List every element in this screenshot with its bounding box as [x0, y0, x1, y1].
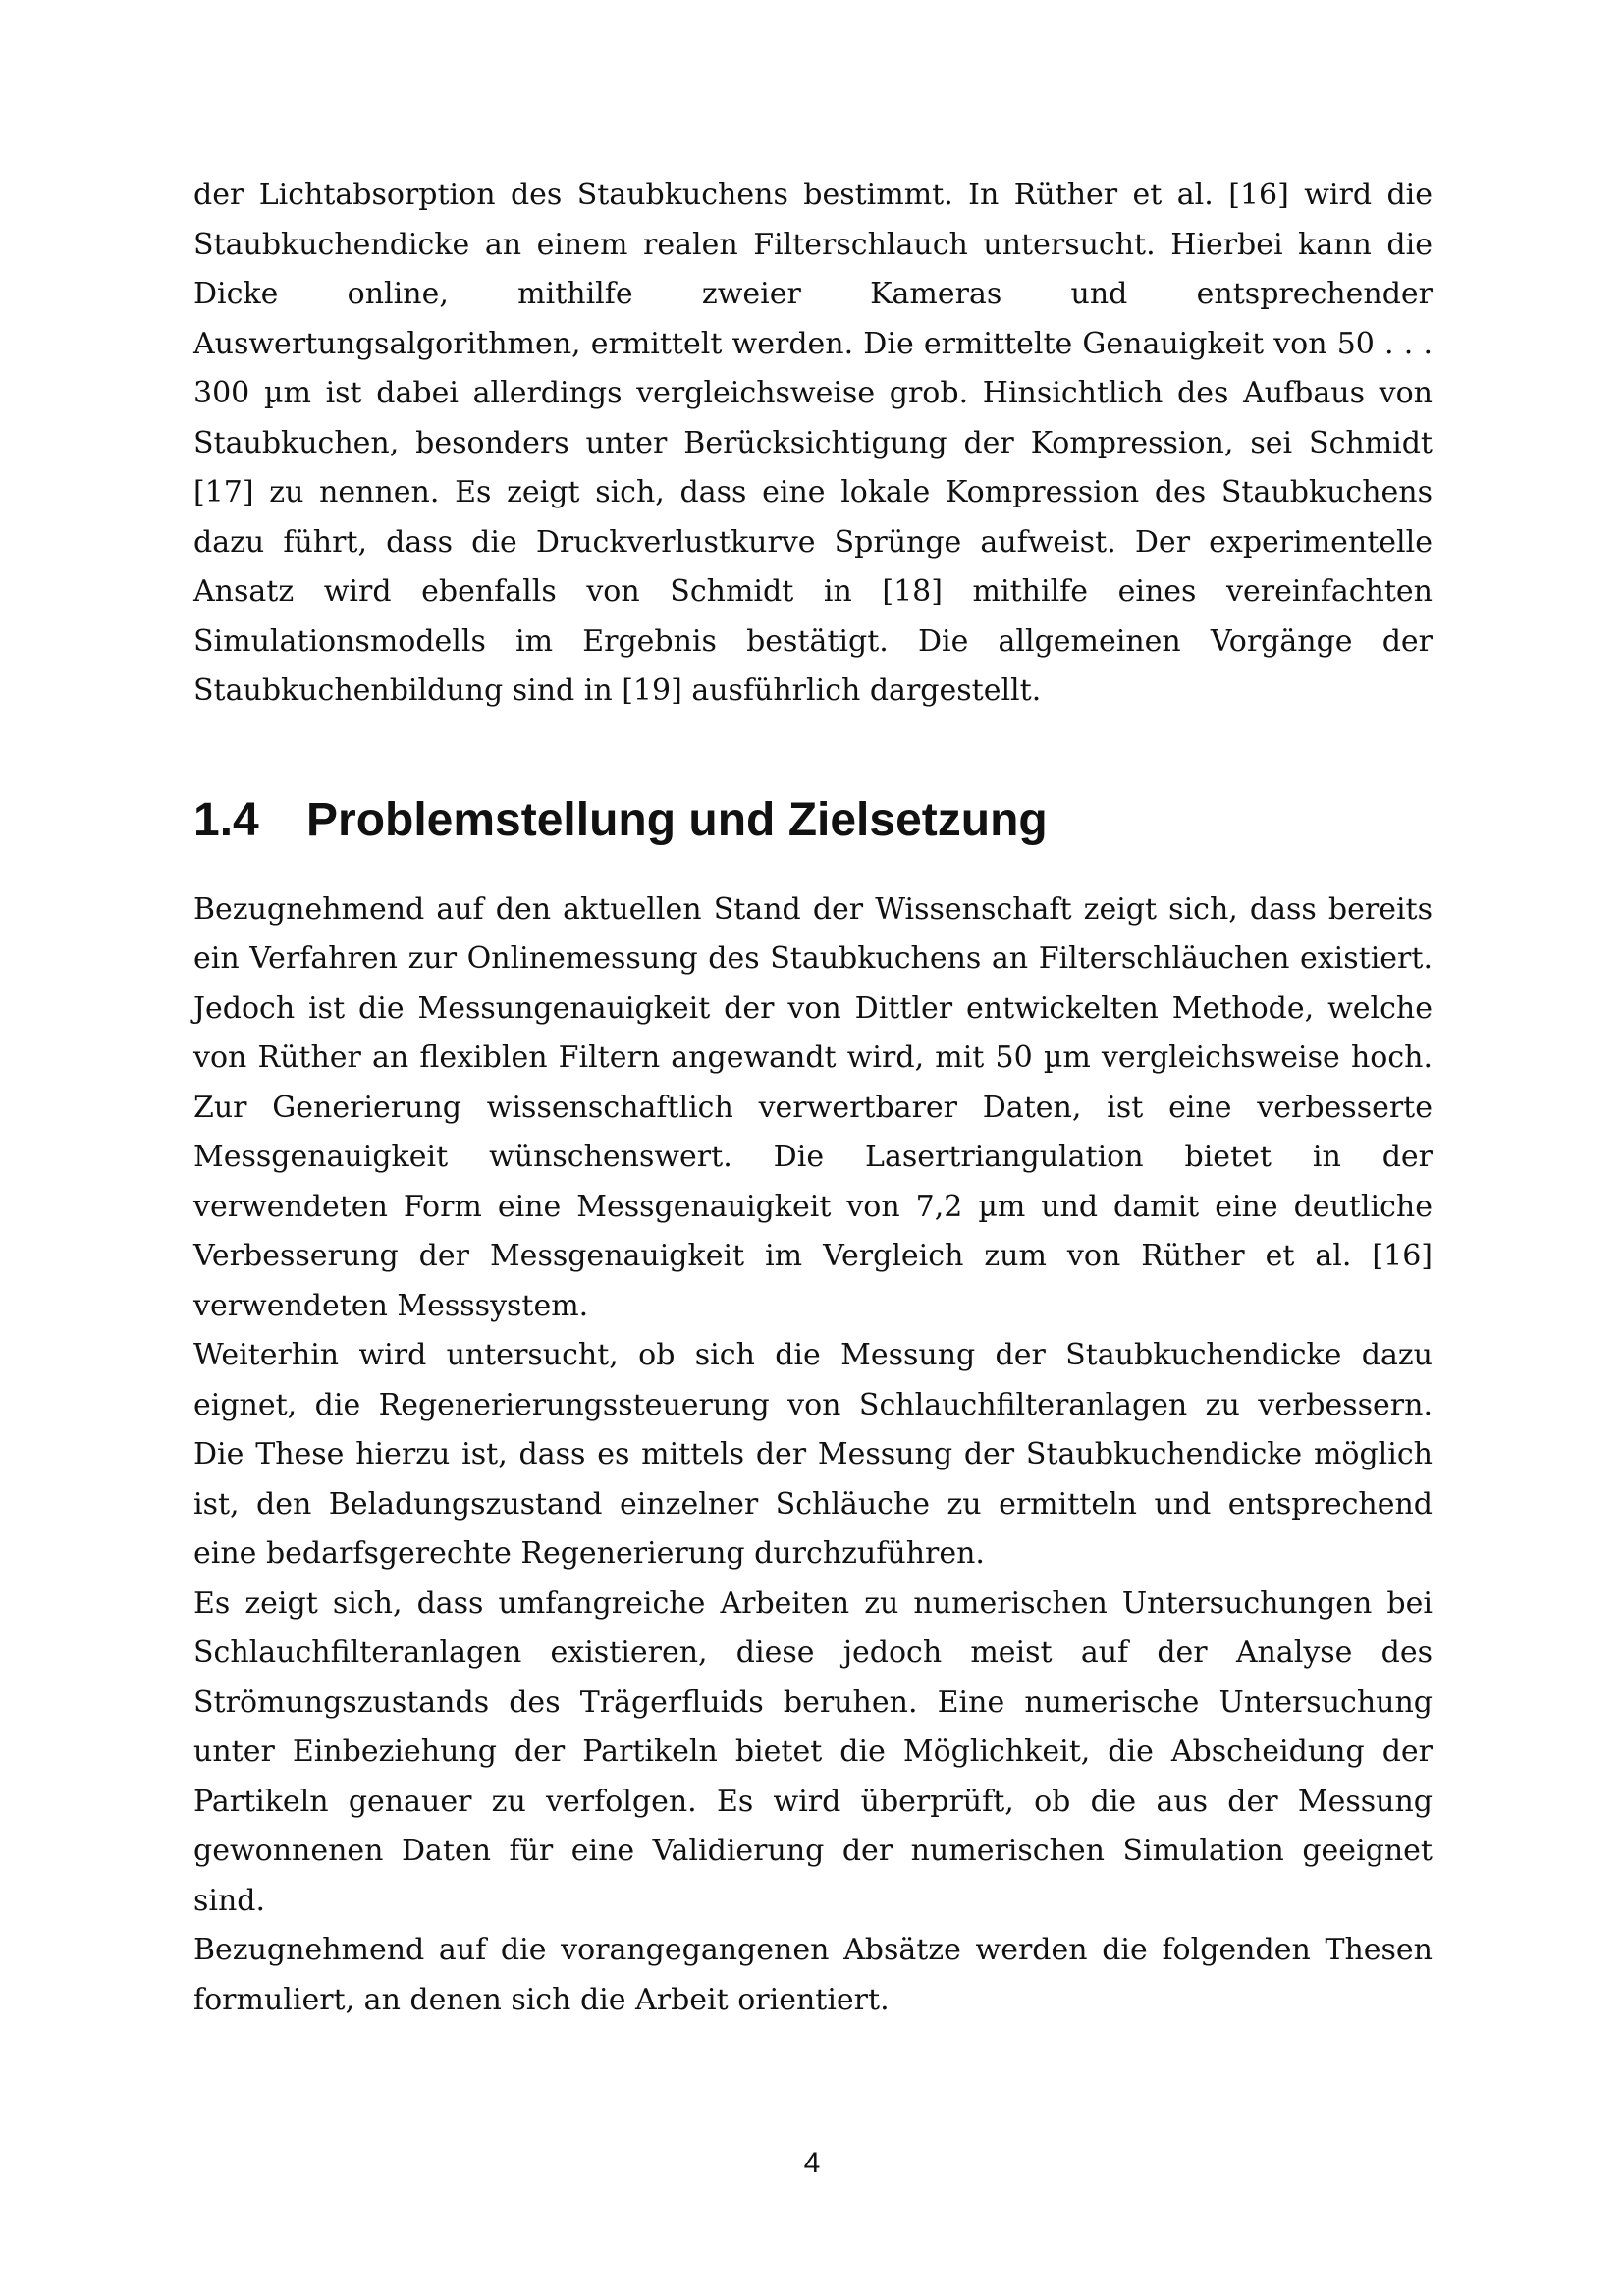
section-title: Problemstellung und Zielsetzung [306, 793, 1048, 846]
paragraph-numerical-investigation: Es zeigt sich, dass umfangreiche Arbeiten zu numerischen Untersuchungen bei Schlauchfilteranlagen existieren, diese jedoch meist auf der Analyse des Strömungszustands des Trägerfluids beruhen. Eine numerische Untersuchung unter Einbeziehung der Partikeln bietet die Möglichkeit, die Abscheidung der Partikeln genauer zu verfolgen. Es wird überprüft, ob die aus der Messung gewonnenen Daten für eine Validierung der numerischen Simulation geeignet sind. [193, 1585, 1433, 1918]
paragraph-regeneration-control: Weiterhin wird untersucht, ob sich die Messung der Staubkuchendicke dazu eignet, die Regenerierungssteuerung von Schlauchfilteranlagen zu verbessern. Die These hierzu ist, dass es mittels der Messung der Staubkuchendicke möglich ist, den Beladungszustand einzelner Schläuche zu ermitteln und entsprechend eine bedarfsgerechte Regenerierung durchzuführen. [193, 1338, 1433, 1571]
paragraph-theses-intro: Bezugnehmend auf die vorangegangenen Absätze werden die folgenden Thesen formuliert, an denen sich die Arbeit orientiert. [193, 1933, 1433, 2017]
section-number: 1.4 [193, 793, 259, 846]
page-number: 4 [803, 2147, 821, 2179]
paragraph-literature-review-end: der Lichtabsorption des Staubkuchens bestimmt. In Rüther et al. [16] wird die Staubkuchendicke an einem realen Filterschlauch untersucht. Hierbei kann die Dicke online, mithilfe zweier Kameras und entsprechender Auswertungsalgorithmen, ermittelt werden. Die ermittelte Genauigkeit von 50 . . . 300 µm ist dabei allerdings vergleichsweise grob. Hinsichtlich des Aufbaus von Staubkuchen, besonders unter Berücksichtigung der Kompression, sei Schmidt [17] zu nennen. Es zeigt sich, dass eine lokale Kompression des Staubkuchens dazu führt, dass die Druckverlustkurve Sprünge aufweist. Der experimentelle Ansatz wird ebenfalls von Schmidt in [18] mithilfe eines vereinfachten Simulationsmodells im Ergebnis bestätigt. Die allgemeinen Vorgänge der Staubkuchenbildung sind in [19] ausführlich dargestellt. [193, 178, 1433, 708]
paragraph-state-of-research: Bezugnehmend auf den aktuellen Stand der Wissenschaft zeigt sich, dass bereits ein Verfahren zur Onlinemessung des Staubkuchens an Filterschläuchen existiert. Jedoch ist die Messungenauigkeit der von Dittler entwickelten Methode, welche von Rüther an flexiblen Filtern angewandt wird, mit 50 µm vergleichsweise hoch. Zur Generierung wissenschaftlich verwertbarer Daten, ist eine verbesserte Messgenauigkeit wünschenswert. Die Lasertriangulation bietet in der verwendeten Form eine Messgenauigkeit von 7,2 µm und damit eine deutliche Verbesserung der Messgenauigkeit im Vergleich zum von Rüther et al. [16] verwendeten Messsystem. [193, 891, 1433, 1323]
page-content [193, 171, 1433, 2025]
section-heading [193, 793, 1433, 848]
